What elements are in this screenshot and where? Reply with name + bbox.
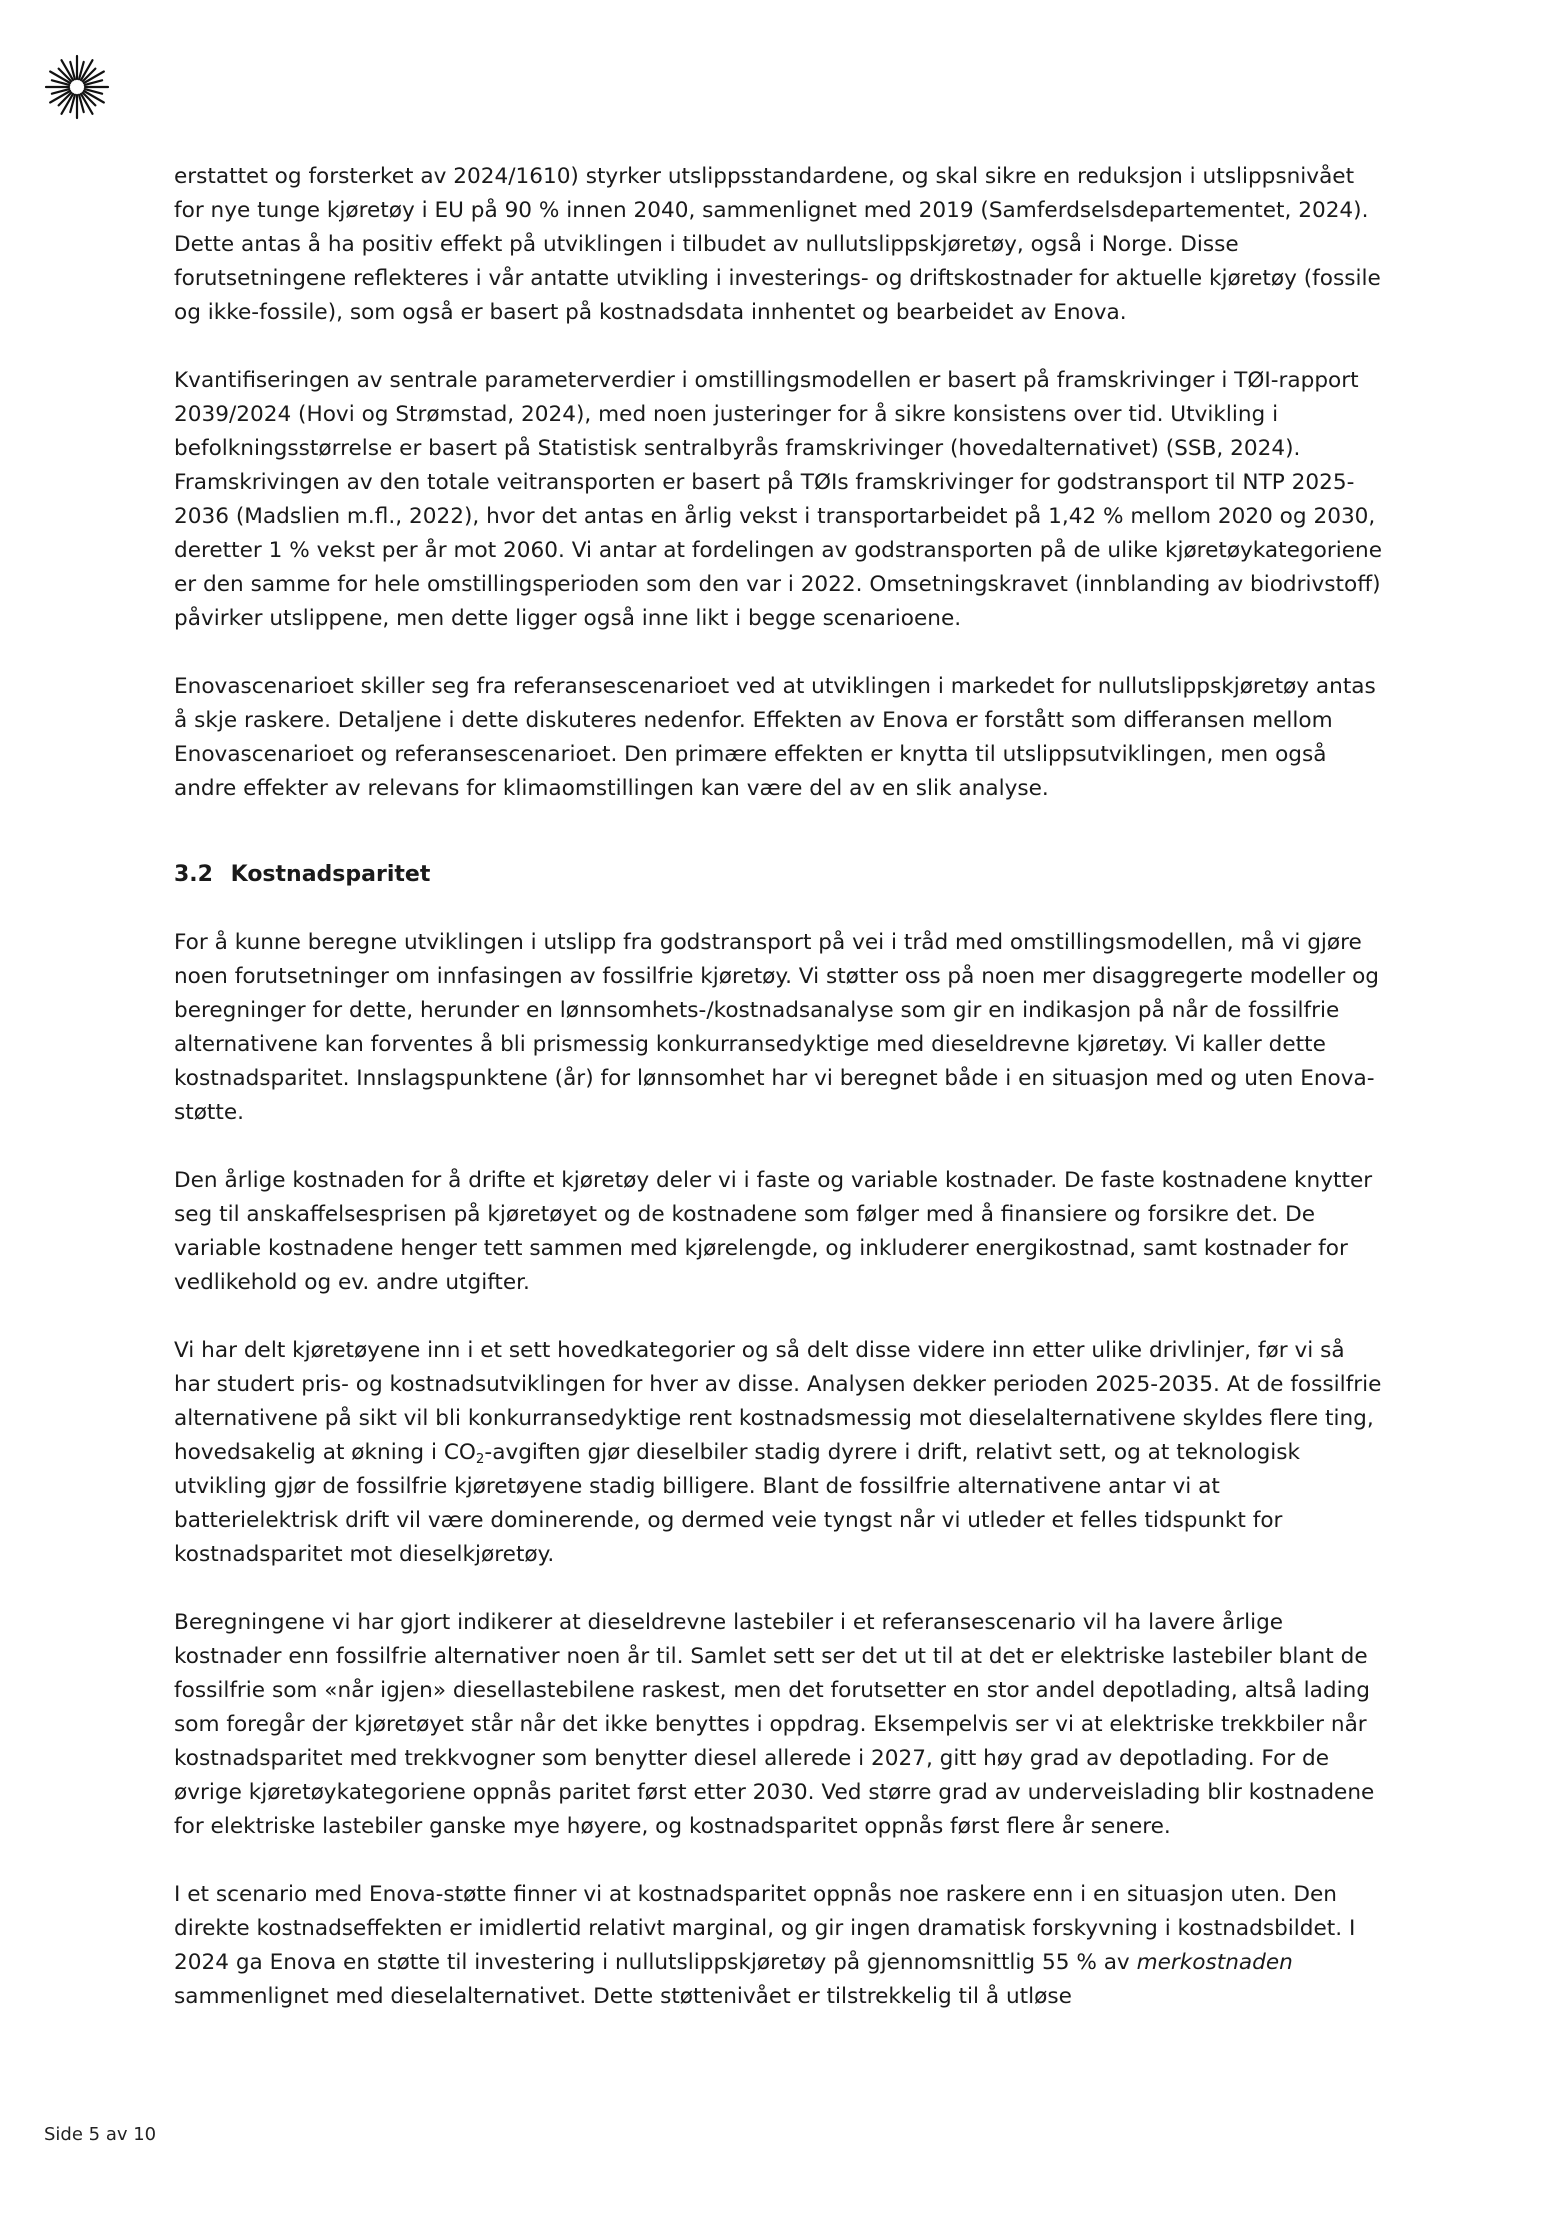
- text-run: Vi har delt kjøretøyene inn i et sett hovedkategorier og så delt disse videre inn etter ulike drivlinjer, før vi så har studert pris- og kostnadsutviklingen for hver av disse. Analysen dekker perioden 2025-2035. At de fossilfrie alternativene på sikt vil bli konkurransedyktige rent kostnadsmessig mot dieselalternativene skyldes flere ting, hovedsakelig at økning i CO: [174, 1338, 1382, 1465]
- paragraph: For å kunne beregne utviklingen i utslipp fra godstransport på vei i tråd med omstillingsmodellen, må vi gjøre noen forutsetninger om innfasingen av fossilfrie kjøretøy. Vi støtter oss på noen mer disaggregerte modeller og beregninger for dette, herunder en lønnsomhets-/kostnadsanalyse som gir en indikasjon på når de fossilfrie alternativene kan forventes å bli prismessig konkurransedyktige med dieseldrevne kjøretøy. Vi kaller dette kostnadsparitet. Innslagspunktene (år) for lønnsomhet har vi beregnet både i en situasjon med og uten Enova-støtte.: [174, 930, 1379, 1125]
- document-body: [174, 160, 1384, 2048]
- section-heading: [174, 858, 1384, 892]
- paragraph: [174, 1878, 1384, 2014]
- section-number: 3.2: [174, 862, 213, 887]
- section-title: Kostnadsparitet: [230, 862, 431, 887]
- paragraph: Enovascenarioet skiller seg fra referansescenarioet ved at utviklingen i markedet for nullutslippskjøretøy antas å skje raskere. Detaljene i dette diskuteres nedenfor. Effekten av Enova er forstått som differansen mellom Enovascenarioet og referansescenarioet. Den primære effekten er knytta til utslippsutviklingen, men også andre effekter av relevans for klimaomstillingen kan være del av en slik analyse.: [174, 674, 1376, 801]
- sunburst-logo-icon: [44, 54, 110, 120]
- paragraph: Kvantifiseringen av sentrale parameterverdier i omstillingsmodellen er basert på framskrivinger i TØI-rapport 2039/2024 (Hovi og Strømstad, 2024), med noen justeringer for å sikre konsistens over tid. Utvikling i befolkningsstørrelse er basert på Statistisk sentralbyrås framskrivinger (hovedalternativet) (SSB, 2024). Framskrivingen av den totale veitransporten er basert på TØIs framskrivinger for godstransport til NTP 2025-2036 (Madslien m.fl., 2022), hvor det antas en årlig vekst i transportarbeidet på 1,42 % mellom 2020 og 2030, deretter 1 % vekst per år mot 2060. Vi antar at fordelingen av godstransporten på de ulike kjøretøykategoriene er den samme for hele omstillingsperioden som den var i 2022. Omsetningskravet (innblanding av biodrivstoff) påvirker utslippene, men dette ligger også inne likt i begge scenarioene.: [174, 368, 1382, 631]
- text-run: -avgiften gjør dieselbiler stadig dyrere i drift, relativt sett, og at teknologisk utvikling gjør de fossilfrie kjøretøyene stadig billigere. Blant de fossilfrie alternativene antar vi at batterielektrisk drift vil være dominerende, og dermed veie tyngst når vi utleder et felles tidspunkt for kostnadsparitet mot dieselkjøretøy.: [174, 1440, 1301, 1567]
- text-run: sammenlignet med dieselalternativet. Dette støttenivået er tilstrekkelig til å utløse: [174, 1984, 1072, 2009]
- page-number: Side 5 av 10: [44, 2124, 157, 2145]
- paragraph: Beregningene vi har gjort indikerer at dieseldrevne lastebiler i et referansescenario vil ha lavere årlige kostnader enn fossilfrie alternativer noen år til. Samlet sett ser det ut til at det er elektriske lastebiler blant de fossilfrie som «når igjen» diesellastebilene raskest, men det forutsetter en stor andel depotlading, altså lading som foregår der kjøretøyet står når det ikke benyttes i oppdrag. Eksempelvis ser vi at elektriske trekkbiler når kostnadsparitet med trekkvogner som benytter diesel allerede i 2027, gitt høy grad av depotlading. For de øvrige kjøretøykategoriene oppnås paritet først etter 2030. Ved større grad av underveislading blir kostnadene for elektriske lastebiler ganske mye høyere, og kostnadsparitet oppnås først flere år senere.: [174, 1610, 1375, 1839]
- subscript: 2: [475, 1452, 485, 1468]
- text-run: I et scenario med Enova-støtte finner vi at kostnadsparitet oppnås noe raskere enn i en situasjon uten. Den direkte kostnadseffekten er imidlertid relativt marginal, og gir ingen dramatisk forskyvning i kostnadsbildet. I 2024 ga Enova en støtte til investering i nullutslippskjøretøy på gjennomsnittlig 55 % av: [174, 1882, 1356, 1975]
- emphasis: merkostnaden: [1136, 1950, 1293, 1975]
- paragraph: Den årlige kostnaden for å drifte et kjøretøy deler vi i faste og variable kostnader. De faste kostnadene knytter seg til anskaffelsesprisen på kjøretøyet og de kostnadene som følger med å finansiere og forsikre det. De variable kostnadene henger tett sammen med kjørelengde, og inkluderer energikostnad, samt kostnader for vedlikehold og ev. andre utgifter.: [174, 1168, 1373, 1295]
- paragraph: erstattet og forsterket av 2024/1610) styrker utslippsstandardene, og skal sikre en reduksjon i utslippsnivået for nye tunge kjøretøy i EU på 90 % innen 2040, sammenlignet med 2019 (Samferdselsdepartementet, 2024). Dette antas å ha positiv effekt på utviklingen i tilbudet av nullutslippskjøretøy, også i Norge. Disse forutsetningene reflekteres i vår antatte utvikling i investerings- og driftskostnader for aktuelle kjøretøy (fossile og ikke-fossile), som også er basert på kostnadsdata innhentet og bearbeidet av Enova.: [174, 164, 1381, 325]
- paragraph: [174, 1334, 1384, 1572]
